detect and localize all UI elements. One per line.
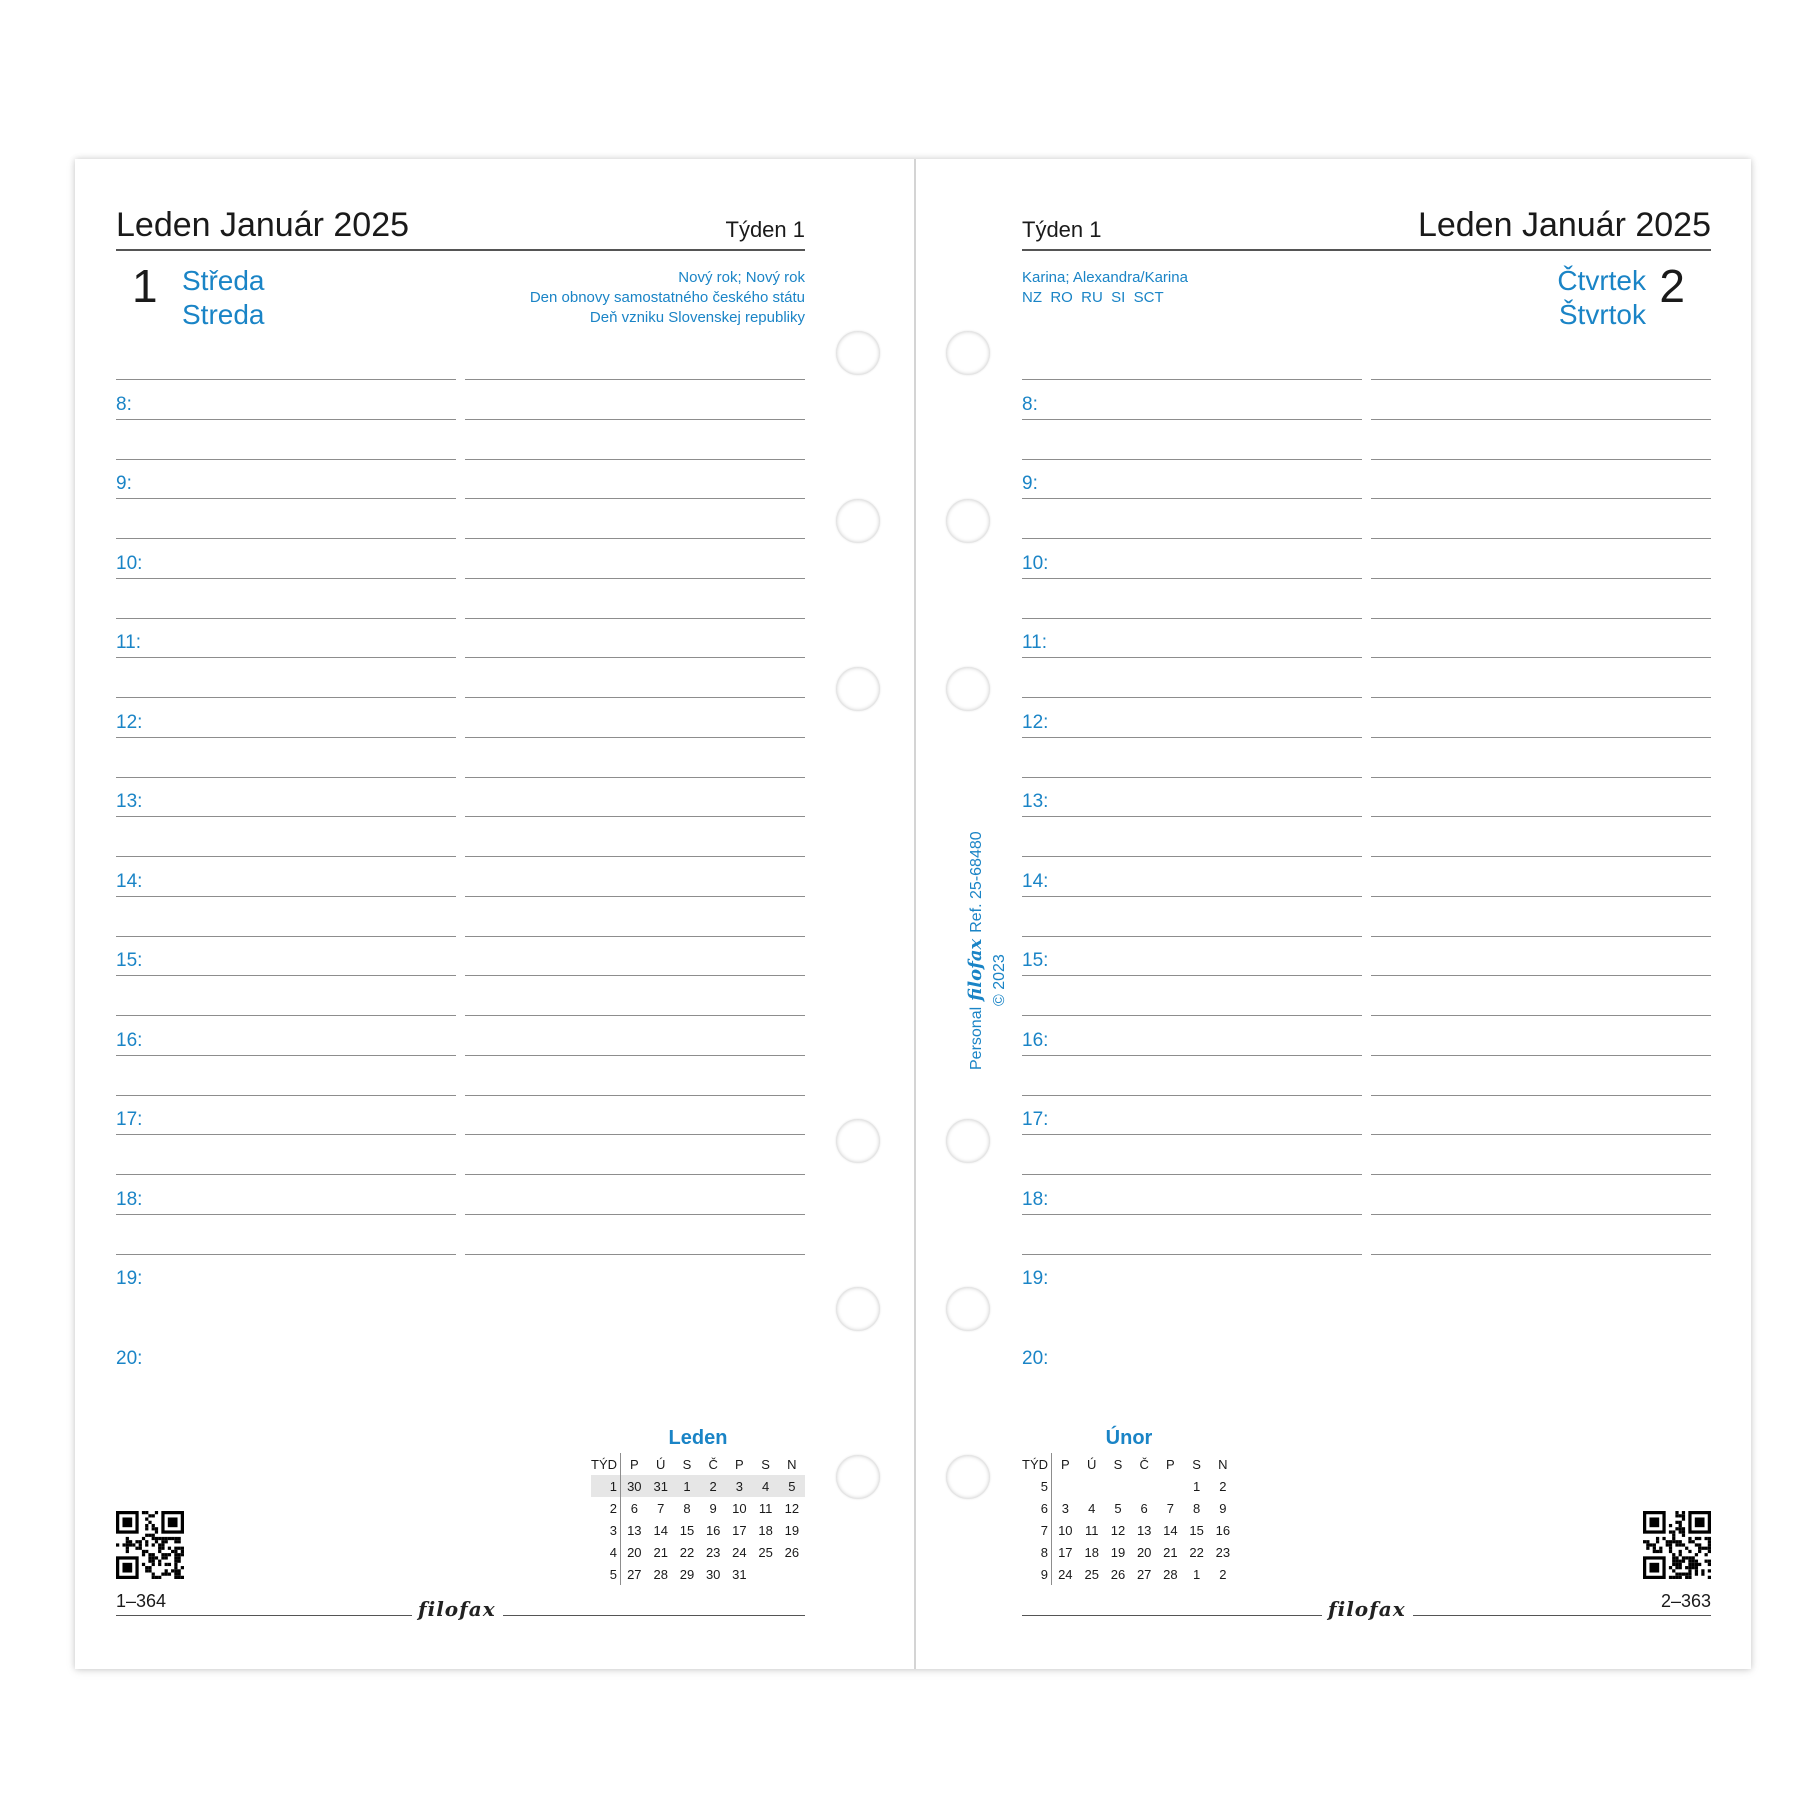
calendar-day: 17: [1058, 1544, 1073, 1560]
hour-label: 9:: [116, 473, 132, 494]
ruled-line: [1022, 777, 1362, 778]
weekday-header: S: [1192, 1456, 1201, 1472]
calendar-day: 1: [674, 1475, 700, 1497]
calendar-day: 5: [1114, 1500, 1122, 1516]
hour-label: 17:: [1022, 1109, 1049, 1130]
calendar-day: 26: [1110, 1566, 1126, 1582]
hour-label: 12:: [116, 712, 143, 733]
ruled-line: [116, 1134, 456, 1135]
weekday-header: Ú: [1087, 1456, 1097, 1472]
ring-hole: [836, 1287, 880, 1331]
ruled-line: [465, 538, 805, 539]
ruled-line: [116, 975, 456, 976]
ruled-line: [116, 1095, 456, 1096]
day-number: 2: [1659, 260, 1685, 312]
calendar-day: 2: [1219, 1566, 1227, 1582]
ruled-line: [465, 856, 805, 857]
calendar-day: 4: [753, 1475, 779, 1497]
ruled-line: [1022, 1174, 1362, 1175]
calendar-day: [1052, 1475, 1079, 1497]
ruled-line: [1022, 737, 1362, 738]
ruled-line: [116, 578, 456, 579]
calendar-day: 8: [683, 1500, 691, 1516]
ruled-line: [1022, 498, 1362, 499]
ruled-line: [116, 419, 456, 420]
calendar-day: 31: [732, 1566, 747, 1582]
calendar-day: 20: [627, 1544, 642, 1560]
calendar-day: 3: [726, 1475, 752, 1497]
ruled-line: [1371, 777, 1711, 778]
ruled-line: [465, 498, 805, 499]
calendar-day: 27: [627, 1566, 642, 1582]
calendar-day: 28: [1163, 1566, 1178, 1582]
footer-rule: [1413, 1615, 1711, 1616]
qr-code: [116, 1511, 184, 1579]
calendar-day: 13: [1136, 1522, 1152, 1538]
calendar-day: 5: [779, 1475, 805, 1497]
ruled-line: [116, 856, 456, 857]
holiday-item: Karina; Alexandra/Karina: [1022, 269, 1188, 286]
ruled-line: [116, 697, 456, 698]
ruled-line: [1371, 379, 1711, 380]
calendar-day: 12: [1110, 1522, 1126, 1538]
ruled-line: [1022, 1214, 1362, 1215]
weekday-header: TÝD: [1022, 1453, 1052, 1475]
calendar-day: 30: [621, 1475, 648, 1497]
calendar-day: 11: [758, 1500, 773, 1516]
ruled-line: [1022, 618, 1362, 619]
calendar-day: 16: [705, 1522, 721, 1538]
ruled-line: [1371, 936, 1711, 937]
ruled-line: [116, 459, 456, 460]
weekday-header: P: [1060, 1456, 1070, 1472]
calendar-day: 28: [653, 1566, 668, 1582]
calendar-day: [1105, 1475, 1131, 1497]
hour-label: 15:: [1022, 950, 1049, 971]
page-number: 1–364: [116, 1591, 167, 1611]
ruled-line: [116, 777, 456, 778]
ruled-line: [116, 1055, 456, 1056]
calendar-day: 9: [709, 1500, 717, 1516]
holiday-item: Den obnovy samostatného českého státu: [529, 289, 805, 306]
ruled-line: [1371, 1174, 1711, 1175]
ring-hole: [836, 667, 880, 711]
ring-hole: [836, 331, 880, 375]
weekday-header: S: [1113, 1456, 1123, 1472]
ruled-line: [116, 618, 456, 619]
page-number: 2–363: [1660, 1591, 1711, 1611]
ruled-line: [116, 1174, 456, 1175]
calendar-day: 19: [784, 1522, 800, 1538]
ruled-line: [465, 1015, 805, 1016]
calendar-day: 2: [700, 1475, 726, 1497]
ruled-line: [1022, 379, 1362, 380]
day-number: 1: [132, 260, 158, 312]
week-number: 5: [591, 1563, 621, 1585]
week-number: 7: [1022, 1519, 1052, 1541]
week-label: Týden 1: [725, 217, 805, 242]
ruled-line: [1022, 936, 1362, 937]
hour-label: 18:: [1022, 1189, 1049, 1210]
calendar-day: 12: [784, 1500, 800, 1516]
weekday-header: Č: [1139, 1456, 1149, 1472]
footer-rule: [116, 1615, 412, 1616]
calendar-day: 29: [679, 1566, 695, 1582]
ruled-line: [1022, 975, 1362, 976]
ruled-line: [1371, 538, 1711, 539]
ring-hole: [946, 331, 990, 375]
week-number: 9: [1022, 1563, 1052, 1585]
ruled-line: [465, 657, 805, 658]
calendar-day: 30: [705, 1566, 721, 1582]
calendar-day: 10: [1058, 1522, 1073, 1538]
hour-label: 19:: [116, 1268, 143, 1289]
calendar-day: 24: [732, 1544, 747, 1560]
day-name-cz: Středa: [182, 265, 265, 296]
ruled-line: [116, 936, 456, 937]
mini-calendar-header: [1022, 1453, 1236, 1475]
mini-calendar-week: [1022, 1497, 1236, 1519]
calendar-day: 18: [758, 1522, 773, 1538]
ruled-line: [465, 936, 805, 937]
week-number: 4: [591, 1541, 621, 1563]
calendar-day: 22: [679, 1544, 695, 1560]
hour-label: 18:: [116, 1189, 143, 1210]
ruled-line: [116, 538, 456, 539]
calendar-day: [1079, 1475, 1105, 1497]
calendar-day: 6: [1140, 1500, 1148, 1516]
footer-rule: [1022, 1615, 1322, 1616]
calendar-day: [753, 1563, 779, 1585]
ruled-line: [1022, 657, 1362, 658]
hour-label: 9:: [1022, 473, 1038, 494]
ruled-line: [465, 737, 805, 738]
filofax-logo: filofax: [965, 938, 986, 1001]
ruled-line: [1371, 975, 1711, 976]
calendar-day: 13: [627, 1522, 642, 1538]
weekday-header: S: [761, 1456, 770, 1472]
ruled-line: [1371, 459, 1711, 460]
week-number: 6: [1022, 1497, 1052, 1519]
calendar-day: 15: [1189, 1522, 1204, 1538]
mini-calendar-week: [591, 1475, 805, 1497]
ruled-line: [465, 578, 805, 579]
ruled-line: [1371, 419, 1711, 420]
hour-label: 13:: [116, 791, 143, 812]
week-number: 1: [591, 1475, 621, 1497]
hour-label: 11:: [116, 632, 142, 653]
ruled-line: [1022, 419, 1362, 420]
calendar-day: 16: [1215, 1522, 1231, 1538]
ring-hole: [946, 499, 990, 543]
hour-label: 19:: [1022, 1268, 1049, 1289]
spine-imprint-line: [965, 770, 991, 1070]
ring-hole: [946, 1119, 990, 1163]
ruled-line: [1022, 697, 1362, 698]
week-number: 2: [591, 1497, 621, 1519]
ruled-line: [1371, 1214, 1711, 1215]
ruled-line: [465, 1174, 805, 1175]
calendar-day: 21: [653, 1544, 668, 1560]
calendar-day: 21: [1163, 1544, 1178, 1560]
ruled-line: [116, 816, 456, 817]
ruled-line: [465, 1134, 805, 1135]
ruled-line: [465, 697, 805, 698]
mini-calendar-week: [1022, 1519, 1236, 1541]
mini-calendar-week: [1022, 1475, 1236, 1497]
day-name-cz: Čtvrtek: [1557, 265, 1646, 296]
ruled-line: [1371, 618, 1711, 619]
week-label: Týden 1: [1022, 217, 1102, 242]
ruled-line: [1371, 1134, 1711, 1135]
ruled-line: [1371, 1095, 1711, 1096]
mini-calendar-week: [591, 1563, 805, 1585]
calendar-day: 4: [1088, 1500, 1096, 1516]
calendar-day: 15: [679, 1522, 695, 1538]
hour-label: 14:: [1022, 871, 1049, 892]
ruled-line: [1371, 1055, 1711, 1056]
calendar-day: 14: [1163, 1522, 1178, 1538]
calendar-day: 27: [1136, 1566, 1152, 1582]
hour-label: 11:: [1022, 632, 1048, 653]
ruled-line: [465, 896, 805, 897]
mini-calendar: [591, 1427, 805, 1585]
weekday-header: N: [787, 1456, 797, 1472]
hour-label: 8:: [1022, 394, 1038, 415]
ruled-line: [465, 1095, 805, 1096]
copyright: © 2023: [991, 954, 1008, 1006]
hour-label: 16:: [1022, 1030, 1049, 1051]
mini-calendar-header: [591, 1453, 805, 1475]
calendar-day: 26: [784, 1544, 800, 1560]
ruled-line: [116, 737, 456, 738]
mini-calendar-month: Únor: [1105, 1427, 1153, 1449]
ring-hole: [946, 1455, 990, 1499]
ruled-line: [465, 379, 805, 380]
filofax-logo: filofax: [418, 1597, 496, 1621]
ruled-line: [1022, 1015, 1362, 1016]
week-number: 3: [591, 1519, 621, 1541]
ruled-line: [1022, 1254, 1362, 1255]
ruled-line: [116, 1015, 456, 1016]
ruled-line: [465, 1055, 805, 1056]
mini-calendar-week: [591, 1497, 805, 1519]
holiday-item: Deň vzniku Slovenskej republiky: [589, 309, 805, 326]
ruled-line: [1371, 498, 1711, 499]
ring-hole: [836, 499, 880, 543]
mini-calendar-month: Leden: [668, 1427, 728, 1449]
ruled-line: [1022, 1055, 1362, 1056]
calendar-day: [1131, 1475, 1157, 1497]
calendar-day: 1: [1192, 1566, 1201, 1582]
calendar-day: 20: [1136, 1544, 1152, 1560]
hour-label: 14:: [116, 871, 143, 892]
calendar-day: 23: [1215, 1544, 1231, 1560]
mini-calendar-week: [591, 1519, 805, 1541]
weekday-header: P: [1166, 1456, 1175, 1472]
ruled-line: [1371, 697, 1711, 698]
month-title: Leden Január 2025: [1417, 206, 1711, 244]
hour-label: 16:: [116, 1030, 143, 1051]
mini-calendar-grid: [591, 1453, 805, 1585]
weekday-header: TÝD: [591, 1453, 621, 1475]
calendar-day: 22: [1189, 1544, 1204, 1560]
holiday-item: Nový rok; Nový rok: [678, 269, 805, 286]
ruled-line: [465, 1254, 805, 1255]
ruled-line: [116, 896, 456, 897]
calendar-day: 24: [1058, 1566, 1073, 1582]
ring-hole: [836, 1455, 880, 1499]
ruled-line: [1371, 657, 1711, 658]
day-name-sk: Štvrtok: [1558, 299, 1646, 330]
calendar-day: 7: [657, 1500, 665, 1516]
footer-rule: [503, 1615, 805, 1616]
calendar-day: 7: [1166, 1500, 1174, 1516]
right-page: [1022, 159, 1711, 1669]
hour-label: 8:: [116, 394, 132, 415]
hour-label: 10:: [116, 553, 143, 574]
page-spine: [914, 159, 916, 1669]
calendar-day: 25: [758, 1544, 773, 1560]
ring-hole: [946, 667, 990, 711]
mini-calendar-week: [1022, 1541, 1236, 1563]
calendar-day: 11: [1084, 1522, 1099, 1538]
calendar-day: [779, 1563, 805, 1585]
calendar-day: 6: [630, 1500, 638, 1516]
calendar-day: 19: [1110, 1544, 1126, 1560]
weekday-header: P: [629, 1456, 639, 1472]
calendar-day: 3: [1061, 1500, 1069, 1516]
hour-label: 10:: [1022, 553, 1049, 574]
holiday-item: NZ RO RU SI SCT: [1022, 289, 1164, 306]
weekday-header: S: [682, 1456, 692, 1472]
ruled-line: [1371, 896, 1711, 897]
hour-label: 17:: [116, 1109, 143, 1130]
ruled-line: [465, 618, 805, 619]
ruled-line: [465, 419, 805, 420]
ruled-line: [1022, 538, 1362, 539]
ruled-line: [1022, 1134, 1362, 1135]
calendar-day: 1: [1192, 1478, 1201, 1494]
hour-label: 20:: [116, 1348, 143, 1369]
calendar-day: 18: [1084, 1544, 1099, 1560]
calendar-day: 17: [732, 1522, 747, 1538]
ruled-line: [465, 777, 805, 778]
calendar-day: 9: [1219, 1500, 1227, 1516]
ruled-line: [465, 1214, 805, 1215]
calendar-day: 31: [648, 1475, 674, 1497]
weekday-header: Ú: [656, 1456, 666, 1472]
calendar-day: [1157, 1475, 1183, 1497]
qr-code: [1643, 1511, 1711, 1579]
month-title: Leden Január 2025: [116, 206, 410, 244]
ruled-line: [1371, 1015, 1711, 1016]
calendar-day: 14: [653, 1522, 668, 1538]
calendar-day: 23: [705, 1544, 721, 1560]
ruled-line: [116, 1214, 456, 1215]
mini-calendar: [1022, 1427, 1236, 1585]
ruled-line: [116, 657, 456, 658]
ruled-line: [1022, 578, 1362, 579]
weekday-header: Č: [708, 1456, 718, 1472]
ring-hole: [946, 1287, 990, 1331]
ruled-line: [1371, 816, 1711, 817]
ruled-line: [1371, 1254, 1711, 1255]
ring-hole: [836, 1119, 880, 1163]
ruled-line: [1371, 737, 1711, 738]
calendar-day: 8: [1192, 1500, 1201, 1516]
week-number: 8: [1022, 1541, 1052, 1563]
mini-calendar-week: [1022, 1563, 1236, 1585]
hour-label: 12:: [1022, 712, 1049, 733]
spine-imprint: [965, 770, 1009, 1070]
ruled-line: [1371, 578, 1711, 579]
ruled-line: [1022, 459, 1362, 460]
ruled-line: [116, 498, 456, 499]
ruled-line: [1022, 816, 1362, 817]
hour-label: 13:: [1022, 791, 1049, 812]
hour-label: 15:: [116, 950, 143, 971]
ruled-line: [116, 379, 456, 380]
ruled-line: [1022, 896, 1362, 897]
ruled-line: [1022, 1095, 1362, 1096]
left-page: [116, 159, 805, 1669]
mini-calendar-grid: [1022, 1453, 1236, 1585]
ruled-line: [1371, 856, 1711, 857]
ruled-line: [116, 1254, 456, 1255]
ruled-line: [465, 816, 805, 817]
calendar-day: 25: [1084, 1566, 1099, 1582]
product-size: Personal: [968, 1006, 985, 1070]
reference-number: Ref. 25-68480: [968, 831, 985, 933]
calendar-day: 2: [1219, 1478, 1227, 1494]
filofax-logo: filofax: [1328, 1597, 1406, 1621]
week-number: 5: [1022, 1475, 1052, 1497]
ruled-line: [465, 459, 805, 460]
weekday-header: P: [735, 1456, 744, 1472]
mini-calendar-week: [591, 1541, 805, 1563]
ruled-line: [1022, 856, 1362, 857]
weekday-header: N: [1218, 1456, 1228, 1472]
ruled-line: [465, 975, 805, 976]
hour-label: 20:: [1022, 1348, 1049, 1369]
day-name-sk: Streda: [182, 299, 265, 330]
calendar-day: 10: [732, 1500, 747, 1516]
